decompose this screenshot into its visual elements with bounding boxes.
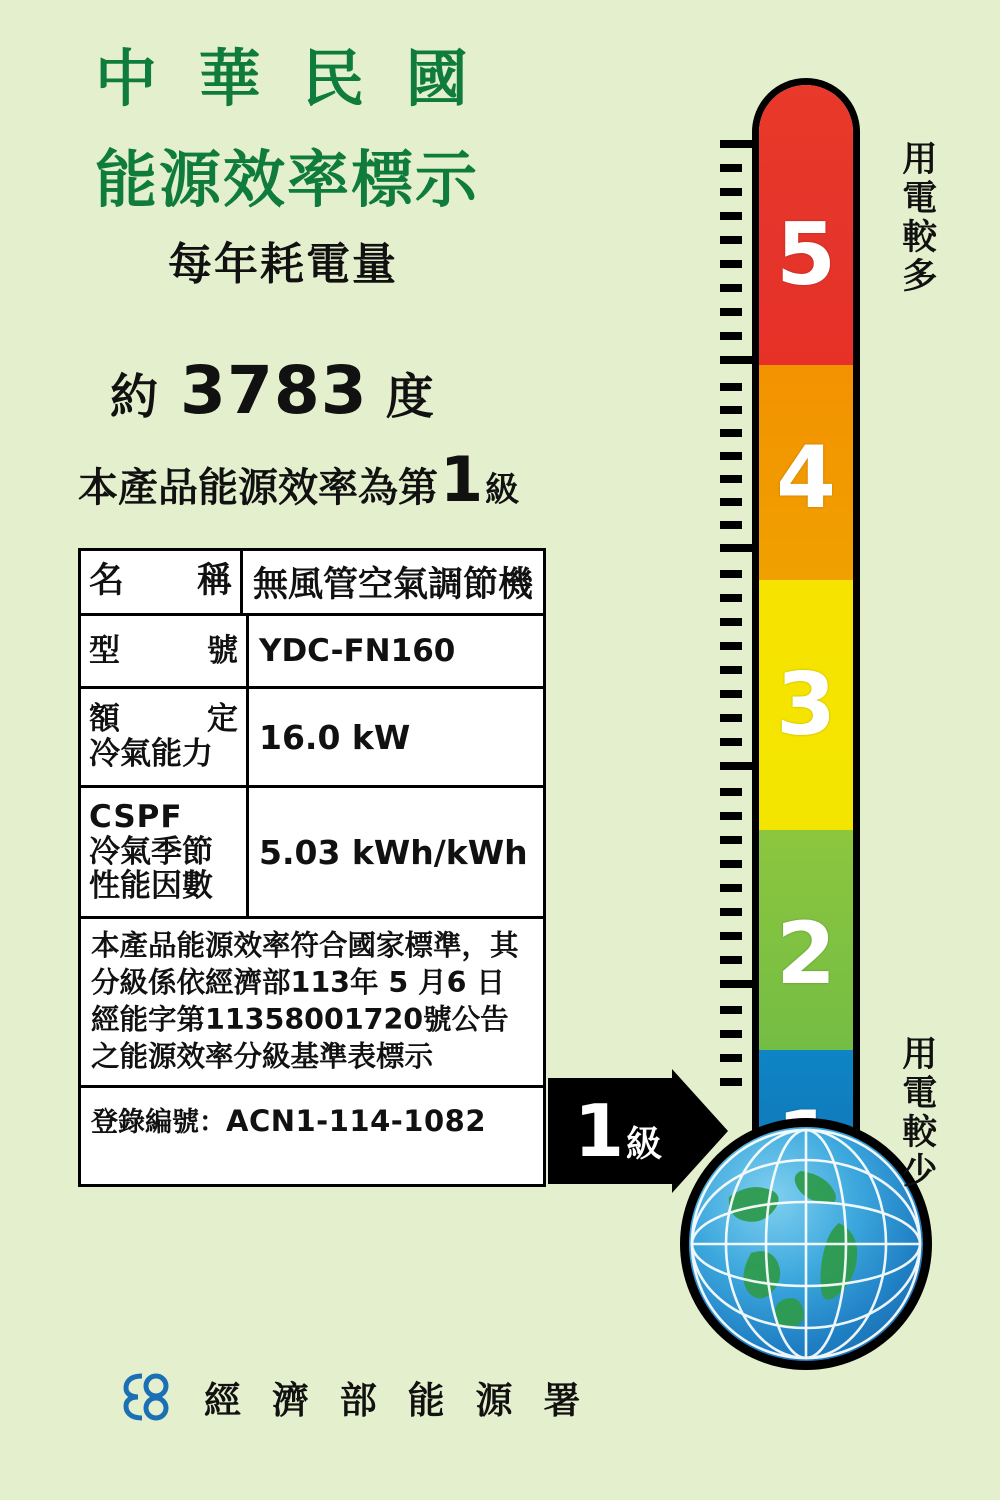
grade-statement: [78, 443, 520, 516]
spec-key-cspf: [81, 788, 249, 916]
table-row: [81, 616, 543, 689]
table-row: [81, 689, 543, 788]
grade-arrow-number: 1: [573, 1089, 625, 1173]
spec-key-capacity-line2: 冷氣能力: [89, 736, 213, 772]
thermometer-band-3: [759, 580, 853, 830]
spec-key-model: [81, 616, 249, 686]
spec-key-name: [81, 551, 243, 613]
energy-administration-logo-icon: [120, 1370, 182, 1424]
spec-key-cspf-line2: 冷氣季節: [89, 833, 213, 870]
annual-consumption: [110, 352, 434, 429]
usage-low-label: 用電較少: [896, 1035, 937, 1191]
band-number-5: 5: [776, 205, 836, 305]
thermometer-band-5: [759, 85, 853, 365]
registration-label: 登錄編號：: [91, 1107, 226, 1139]
consumption-approx-label: 約: [110, 369, 159, 425]
band-number-3: 3: [776, 655, 836, 755]
spec-value-capacity: 16.0 kW: [259, 717, 411, 757]
grade-statement-number: 1: [440, 443, 484, 516]
spec-value-model: YDC-FN160: [259, 633, 456, 669]
consumption-value: 3783: [180, 352, 368, 429]
compliance-note: 本產品能源效率符合國家標準，其分級係依經濟部113年 5 月6 日經能字第11358001720號公告之能源效率分級基準表標示: [81, 919, 543, 1088]
footer-agency-name: 經 濟 部 能 源 署: [204, 1379, 590, 1422]
spec-key-capacity: [81, 689, 249, 785]
spec-key-cspf-line3: 性能因數: [89, 868, 213, 905]
spec-key-char-a: 額: [89, 701, 120, 738]
footer: [120, 1370, 589, 1424]
consumption-unit: 度: [385, 369, 434, 425]
spec-key-char-b: 稱: [196, 561, 232, 602]
thermometer-scale: [752, 78, 860, 1188]
thermometer-band-4: [759, 365, 853, 580]
table-row: [81, 551, 543, 616]
grade-arrow-callout: [548, 1078, 728, 1184]
grade-statement-prefix: 本產品能源效率為第: [78, 465, 438, 511]
efficiency-thermometer: [660, 78, 860, 1208]
registration-value: ACN1-114-1082: [226, 1104, 486, 1139]
spec-key-char-a: 名: [89, 561, 125, 602]
page-title-line1: 中 華 民 國: [95, 42, 478, 115]
grade-statement-suffix: 級: [485, 470, 520, 510]
band-number-4: 4: [776, 427, 836, 528]
registration-row: [81, 1088, 543, 1184]
band-number-2: 2: [776, 904, 836, 1004]
spec-key-cspf-line1: CSPF: [89, 798, 183, 835]
page-subtitle: 每年耗電量: [168, 239, 398, 290]
spec-key-char-b: 定: [207, 701, 238, 738]
grade-arrow-unit: 級: [626, 1124, 663, 1165]
spec-value-cspf: 5.03 kWh/kWh: [259, 832, 528, 872]
thermometer-band-2: [759, 830, 853, 1050]
spec-value-name: 無風管空氣調節機: [252, 565, 533, 605]
table-row: [81, 788, 543, 919]
usage-high-label: 用電較多: [896, 140, 937, 296]
spec-key-char-a: 型: [89, 632, 120, 669]
thermometer-ticks: [720, 140, 754, 1160]
spec-table: [78, 548, 546, 1187]
spec-key-char-b: 號: [207, 632, 238, 669]
page-title-line2: 能源效率標示: [95, 143, 480, 216]
